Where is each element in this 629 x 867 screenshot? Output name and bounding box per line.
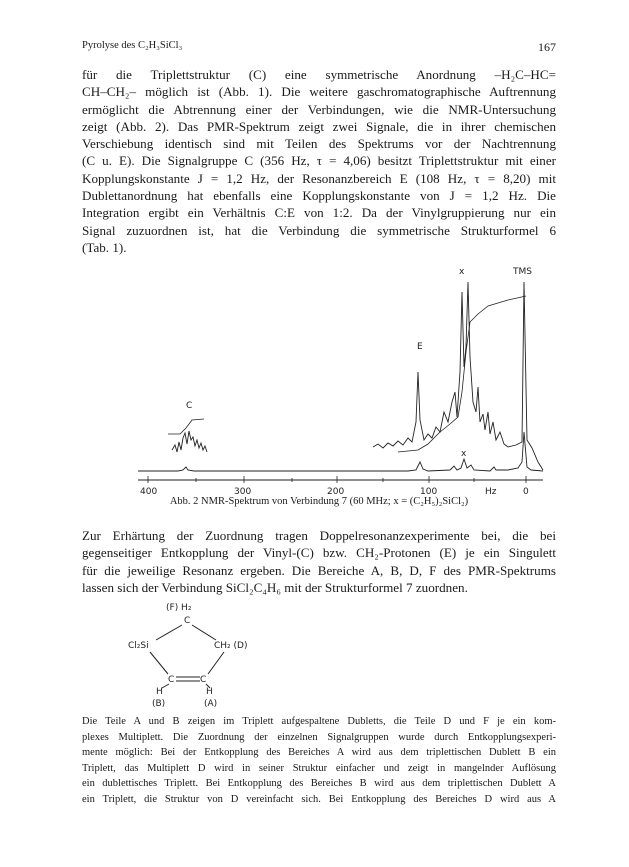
atom-ch2-d: CH₂ (D)	[214, 641, 248, 651]
paragraph-1	[82, 66, 556, 256]
label-a: (A)	[204, 699, 218, 708]
integral-curve	[398, 296, 526, 452]
atom-h-left: H	[156, 687, 163, 697]
label-f-h2: (F) H₂	[166, 603, 192, 613]
tick-label-200: 200	[327, 487, 345, 497]
text-line: ein Triplett, die Struktur von D vereinfacht sich. Bei Entkopplung des Bereiches D wird aus A	[82, 793, 556, 805]
text-line: lassen sich der Verbindung SiCl₂C₄H₆ mit der Strukturformel 7 zuordnen.	[82, 579, 468, 595]
tick-label-300: 300	[234, 487, 252, 497]
text-line: mente möglich: Bei der Entkopplung des Bereiches A wird aus dem triplettischen Dublett B ein	[82, 747, 556, 759]
atom-c-top: C	[184, 616, 191, 626]
text-line: Zur Erhärtung der Zuordnung tragen Doppelresonanzexperimente bei, die bei	[82, 528, 556, 543]
atom-c-left: C	[168, 675, 175, 685]
page-number: 167	[538, 40, 556, 54]
text-line: gegenseitiger Entkopplung der Vinyl-(C) bzw. CH₂-Protonen (E) je ein Singulett	[82, 545, 556, 561]
figure-caption: Abb. 2 NMR-Spektrum von Verbindung 7 (60 MHz; x = (C₂H₅)₂SiCl₂)	[169, 496, 469, 507]
tick-label-100: 100	[420, 487, 438, 497]
running-head: Pyrolyse des C₂H₃SiCl₃	[82, 40, 183, 51]
signal-e-trace	[373, 282, 508, 448]
text-line: (Tab. 1).	[82, 239, 127, 255]
tick-label-400: 400	[140, 487, 158, 497]
text-line: ein dublettisches Triplett. Bei Entkopplung des Bereiches B wird aus dem triplettischen Dublett A	[82, 778, 556, 790]
peak-label-x-low: x	[461, 449, 467, 459]
atom-cl2si: Cl₂Si	[128, 641, 149, 651]
text-line: für die Triplettstruktur (C) eine symmetrische Anordnung –H₂C–HC=	[82, 67, 556, 82]
lower-spectrum-trace	[138, 432, 543, 471]
text-line: zeigt (Abb. 2). Das PMR-Spektrum zeigt zwei Signale, die in ihrer chemischen	[82, 118, 556, 134]
peak-label-tms: TMS	[513, 267, 532, 277]
structural-formula-7	[120, 598, 310, 708]
atom-c-right: C	[200, 675, 207, 685]
ring-bonds	[150, 625, 224, 688]
signal-c-integral	[168, 419, 204, 434]
text-line: Die Teile A und B zeigen im Triplett aufgespaltene Dubletts, die Teile D und F je ein kom-	[82, 716, 556, 727]
peak-label-e: E	[417, 342, 423, 352]
paragraph-3	[82, 714, 556, 808]
atom-h-right: H	[206, 687, 213, 697]
text-line: Kopplungskonstante J = 1,2 Hz, der Resonanzbereich E (108 Hz, τ = 8,20) mit	[82, 170, 556, 186]
text-line: Integration ergibt ein Verhältnis C:E von 1:2. Da der Vinylgruppierung nur ein	[82, 205, 556, 221]
text-line: Dublettanordnung hat ebenfalls eine Kopplungskonstante von J = 1,2 Hz. Die	[82, 188, 556, 204]
paragraph-2	[82, 527, 556, 596]
nmr-spectrum-figure	[128, 262, 558, 502]
text-line: ermöglicht die Abtrennung einer der Verbindungen, wie die NMR-Untersuchung	[82, 101, 556, 117]
text-line: Verschiebung identisch sind mit Teilen des Spektrums vor der Nachtrennung	[82, 136, 556, 152]
axis-unit: Hz	[485, 487, 497, 497]
text-line: für die jeweilige Resonanz ergeben. Die Bereiche A, B, D, F des PMR-Spektrums	[82, 562, 556, 578]
peak-label-x-top: x	[459, 267, 465, 277]
tick-label-0: 0	[523, 487, 529, 497]
label-b: (B)	[152, 699, 166, 708]
running-header	[82, 40, 556, 54]
signal-tms-trace	[508, 282, 543, 470]
text-line: Triplett, das Multiplett D wird in seiner Struktur einfacher und zeigt in mangelnder Auflösung	[82, 762, 556, 774]
text-line: Signal zuzuordnen ist, hat die Verbindung die symmetrische Strukturformel 6	[82, 222, 556, 238]
text-line: plexes Multiplett. Die Zuordnung der einzelnen Signalgruppen wurde durch Entkopplungsexperi-	[82, 731, 556, 743]
text-line: (C u. E). Die Signalgruppe C (356 Hz, τ = 4,06) besitzt Triplettstruktur mit einer	[82, 153, 556, 169]
peak-label-c: C	[186, 401, 193, 411]
text-line: CH–CH₂– möglich ist (Abb. 1). Die weitere gaschromatographische Auftrennung	[82, 84, 556, 100]
